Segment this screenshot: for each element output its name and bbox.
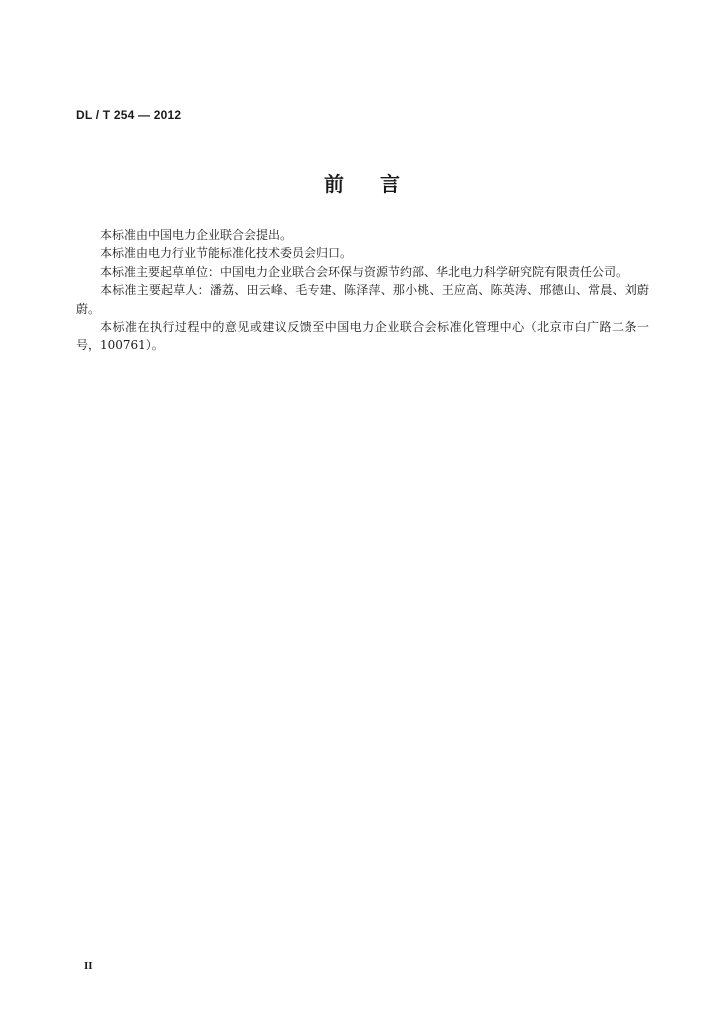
paragraph-administrator: 本标准由电力行业节能标准化技术委员会归口。	[100, 246, 353, 261]
paragraph-drafting-units: 本标准主要起草单位：中国电力企业联合会环保与资源节约部、华北电力科学研究院有限责任公司。	[100, 264, 629, 279]
paragraph-proposer: 本标准由中国电力企业联合会提出。	[100, 228, 293, 242]
section-title: 前言	[324, 172, 436, 196]
paragraph-feedback: 本标准在执行过程中的意见或建议反馈至中国电力企业联合会标准化管理中心（北京市白广路二条一号，100761）。	[76, 320, 649, 353]
document-code-header: DL / T 254 — 2012	[76, 108, 182, 122]
page-number: II	[84, 960, 93, 972]
foreword-body	[76, 226, 649, 355]
paragraph-drafters: 本标准主要起草人：潘荔、田云峰、毛专建、陈泽萍、那小桃、王应高、陈英涛、邢德山、常晨、刘蔚蔚。	[76, 283, 649, 316]
